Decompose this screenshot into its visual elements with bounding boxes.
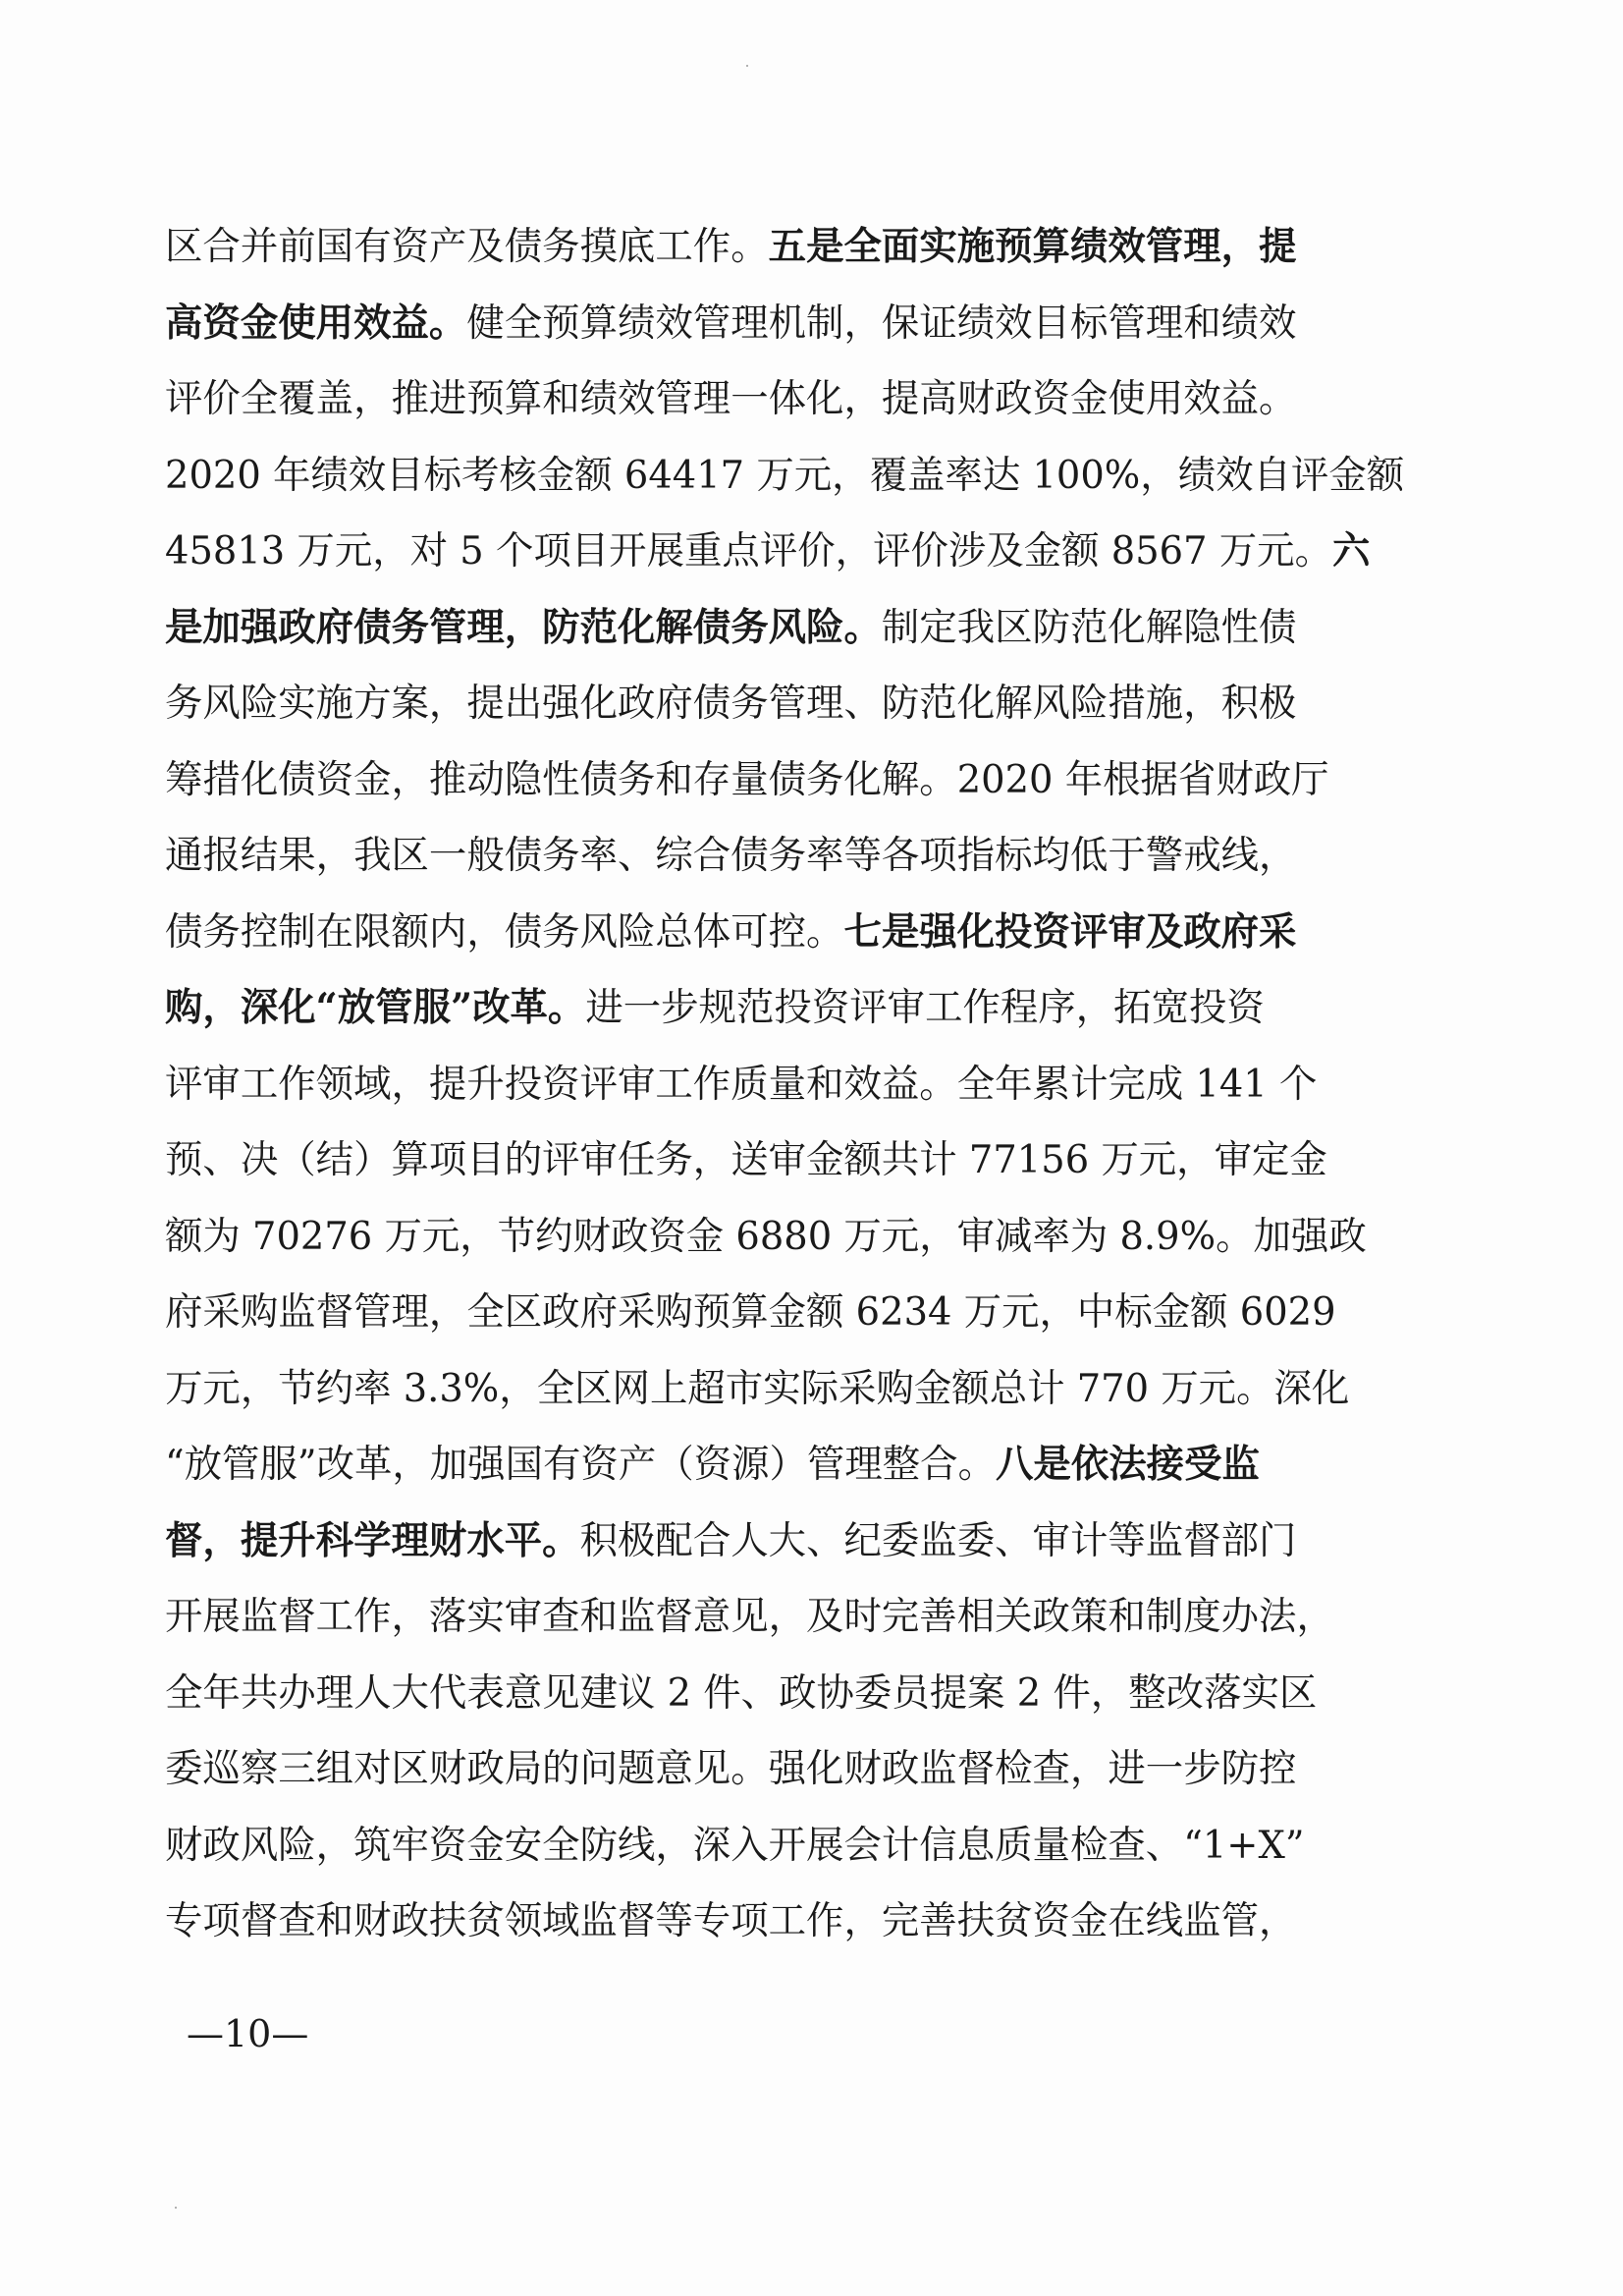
text-line [165,1199,1451,1276]
text-line [165,438,1451,515]
text-run: 预、决（结）算项目的评审任务，送审金额共计 77156 万元，审定金 [165,1138,1327,1182]
text-line [165,1884,1451,1960]
text-line [165,1047,1451,1123]
text-line [165,1503,1451,1580]
text-line [165,1275,1451,1351]
text-run: 2020 年绩效目标考核金额 64417 万元，覆盖率达 100%，绩效自评金额 [165,453,1405,498]
text-run: 评审工作领域，提升投资评审工作质量和效益。全年累计完成 141 个 [165,1062,1318,1107]
text-line [165,590,1451,667]
text-line [165,1579,1451,1656]
text-line [165,742,1451,819]
text-run: 45813 万元，对 5 个项目开展重点评价，评价涉及金额 8567 万元。 [165,529,1333,574]
text-run: 全年共办理人大代表意见建议 2 件、政协委员提案 2 件，整改落实区 [165,1670,1318,1716]
bold-heading-run: 督，提升科学理财水平。 [165,1517,580,1563]
text-run: “放管服”改革，加强国有资产（资源）管理整合。 [165,1443,997,1487]
bold-heading-run: 七是强化投资评审及政府采 [843,908,1297,955]
page-number: —10— [187,2012,309,2055]
text-line [165,1351,1451,1428]
text-line [165,209,1451,286]
text-line [165,1427,1451,1503]
bold-heading-run: 八是依法接受监 [996,1442,1260,1487]
scan-speck [175,2207,177,2209]
text-run: 积极配合人大、纪委监委、审计等监督部门 [579,1518,1297,1563]
text-line [165,514,1451,590]
text-run: 府采购监督管理，全区政府采购预算金额 6234 万元，中标金额 6029 [165,1290,1336,1335]
bold-heading-run: 是加强政府债务管理，防范化解债务风险。 [165,604,882,650]
text-line [165,1656,1451,1732]
text-line [165,361,1451,438]
text-run: 专项督查和财政扶贫领域监督等专项工作，完善扶贫资金在线监管， [165,1899,1297,1943]
text-run: 债务控制在限额内，债务风险总体可控。 [165,909,844,955]
text-run: 务风险实施方案，提出强化政府债务管理、防范化解风险措施，积极 [165,682,1297,726]
text-line [165,818,1451,895]
bold-heading-run: 购，深化“放管服”改革。 [165,985,586,1030]
text-run: 开展监督工作，落实审查和监督意见，及时完善相关政策和制度办法， [165,1595,1334,1639]
scan-speck [746,65,748,67]
text-run: 万元，节约率 3.3%，全区网上超市实际采购金额总计 770 万元。深化 [165,1366,1350,1411]
text-run: 财政风险，筑牢资金安全防线，深入开展会计信息质量检查、“1+X” [165,1823,1305,1868]
text-run: 健全预算绩效管理机制，保证绩效目标管理和绩效 [466,301,1297,346]
text-line [165,895,1451,971]
text-run: 委巡察三组对区财政局的问题意见。强化财政监督检查，进一步防控 [165,1747,1297,1791]
text-line [165,1122,1451,1199]
bold-heading-run: 高资金使用效益。 [165,300,467,346]
text-line [165,286,1451,362]
bold-heading-run: 六 [1332,528,1371,574]
text-line [165,1808,1451,1885]
text-run: 进一步规范投资评审工作程序，拓宽投资 [585,986,1265,1030]
text-run: 制定我区防范化解隐性债 [881,605,1297,650]
text-line [165,970,1451,1047]
text-line [165,1731,1451,1808]
text-run: 评价全覆盖，推进预算和绩效管理一体化，提高财政资金使用效益。 [165,377,1297,421]
text-run: 通报结果，我区一般债务率、综合债务率等各项指标均低于警戒线， [165,834,1297,878]
text-run: 额为 70276 万元，节约财政资金 6880 万元，审减率为 8.9%。加强政 [165,1214,1367,1259]
body-text [165,209,1471,1960]
text-run: 区合并前国有资产及债务摸底工作。 [165,225,769,269]
bold-heading-run: 五是全面实施预算绩效管理，提 [768,224,1297,269]
text-line [165,666,1451,742]
text-run: 筹措化债资金，推动隐性债务和存量债务化解。2020 年根据省财政厅 [165,757,1329,802]
